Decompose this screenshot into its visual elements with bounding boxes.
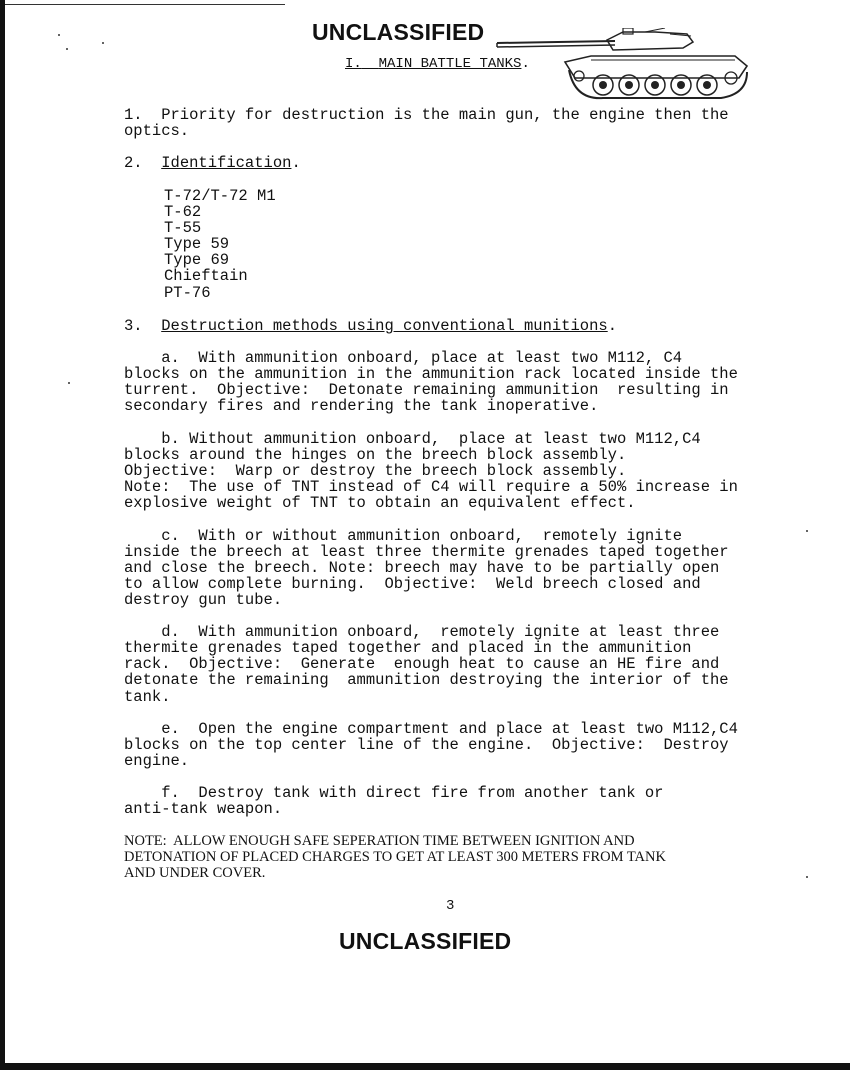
tank-list-item: T-72/T-72 M1 <box>164 187 276 205</box>
paragraph-e-line: e. Open the engine compartment and place at least two M112,C4 <box>124 720 738 738</box>
page-number: 3 <box>446 898 455 914</box>
paragraph-d-line: detonate the remaining ammunition destroying the interior of the <box>124 671 729 689</box>
note-line: NOTE: ALLOW ENOUGH SAFE SEPERATION TIME BETWEEN IGNITION AND <box>124 833 635 849</box>
tank-list-item: Type 59 <box>164 235 230 253</box>
paragraph-f-line: f. Destroy tank with direct fire from another tank or <box>124 784 664 802</box>
paragraph-c-line: and close the breech. Note: breech may have to be partially open <box>124 559 720 577</box>
paragraph-a-line: a. With ammunition onboard, place at least two M112, C4 <box>124 349 683 367</box>
paragraph-a-line: blocks on the ammunition in the ammunition rack located inside the <box>124 365 738 383</box>
paragraph-c-line: to allow complete burning. Objective: Weld breech closed and <box>124 575 701 593</box>
scan-speck <box>102 42 104 44</box>
note-line: DETONATION OF PLACED CHARGES TO GET AT LEAST 300 METERS FROM TANK <box>124 849 666 865</box>
scan-left-edge <box>0 0 5 1064</box>
classification-footer: UNCLASSIFIED <box>339 928 512 954</box>
item-2-heading <box>124 154 301 172</box>
paragraph-a-line: turrent. Objective: Detonate remaining ammunition resulting in <box>124 381 729 399</box>
classification-header: UNCLASSIFIED <box>312 19 485 45</box>
paragraph-e-line: blocks on the top center line of the engine. Objective: Destroy <box>124 736 729 754</box>
section-number: I. <box>345 56 362 72</box>
section-title: MAIN BATTLE TANKS <box>378 56 522 72</box>
paragraph-a-line: secondary fires and rendering the tank inoperative. <box>124 397 599 415</box>
identification-heading: Identification <box>161 154 292 172</box>
item-1-line-1: 1. Priority for destruction is the main gun, the engine then the <box>124 106 729 124</box>
paragraph-d-line: d. With ammunition onboard, remotely ignite at least three <box>124 623 720 641</box>
scan-speck <box>58 34 60 36</box>
scan-speck <box>806 876 808 878</box>
item-1-line-2: optics. <box>124 122 190 140</box>
paragraph-d-line: tank. <box>124 688 171 706</box>
section-title-period: . <box>521 56 530 72</box>
item-3-heading <box>124 317 617 335</box>
tank-list-item: T-62 <box>164 203 202 221</box>
paragraph-b-line: Objective: Warp or destroy the breech block assembly. <box>124 462 627 480</box>
paragraph-b-line: explosive weight of TNT to obtain an equivalent effect. <box>124 494 636 512</box>
scan-speck <box>68 382 70 384</box>
scan-speck <box>806 530 808 532</box>
paragraph-f-line: anti-tank weapon. <box>124 800 283 818</box>
tank-list-item: Chieftain <box>164 267 248 285</box>
item-2-number: 2. <box>124 154 162 172</box>
paragraph-d-line: rack. Objective: Generate enough heat to cause an HE fire and <box>124 655 720 673</box>
paragraph-e-line: engine. <box>124 752 190 770</box>
tank-illustration-icon <box>495 28 753 106</box>
paragraph-b-line: Note: The use of TNT instead of C4 will require a 50% increase in <box>124 478 738 496</box>
paragraph-c-line: c. With or without ammunition onboard, remotely ignite <box>124 527 683 545</box>
paragraph-d-line: thermite grenades taped together and placed in the ammunition <box>124 639 692 657</box>
tank-list-item: PT-76 <box>164 284 211 302</box>
item-2-period: . <box>291 154 301 172</box>
paragraph-c-line: inside the breech at least three thermite grenades taped together <box>124 543 729 561</box>
tank-list-item: Type 69 <box>164 251 230 269</box>
tank-list-item: T-55 <box>164 219 202 237</box>
paragraph-c-line: destroy gun tube. <box>124 591 283 609</box>
item-3-period: . <box>607 317 618 335</box>
scan-bottom-edge <box>0 1063 850 1070</box>
destruction-methods-heading: Destruction methods using conventional munitions <box>161 317 608 335</box>
scan-speck <box>66 48 68 50</box>
item-3-number: 3. <box>124 317 162 335</box>
paragraph-b-line: blocks around the hinges on the breech block assembly. <box>124 446 627 464</box>
note-line: AND UNDER COVER. <box>124 865 266 881</box>
scan-top-line <box>5 4 285 5</box>
paragraph-b-line: b. Without ammunition onboard, place at least two M112,C4 <box>124 430 701 448</box>
